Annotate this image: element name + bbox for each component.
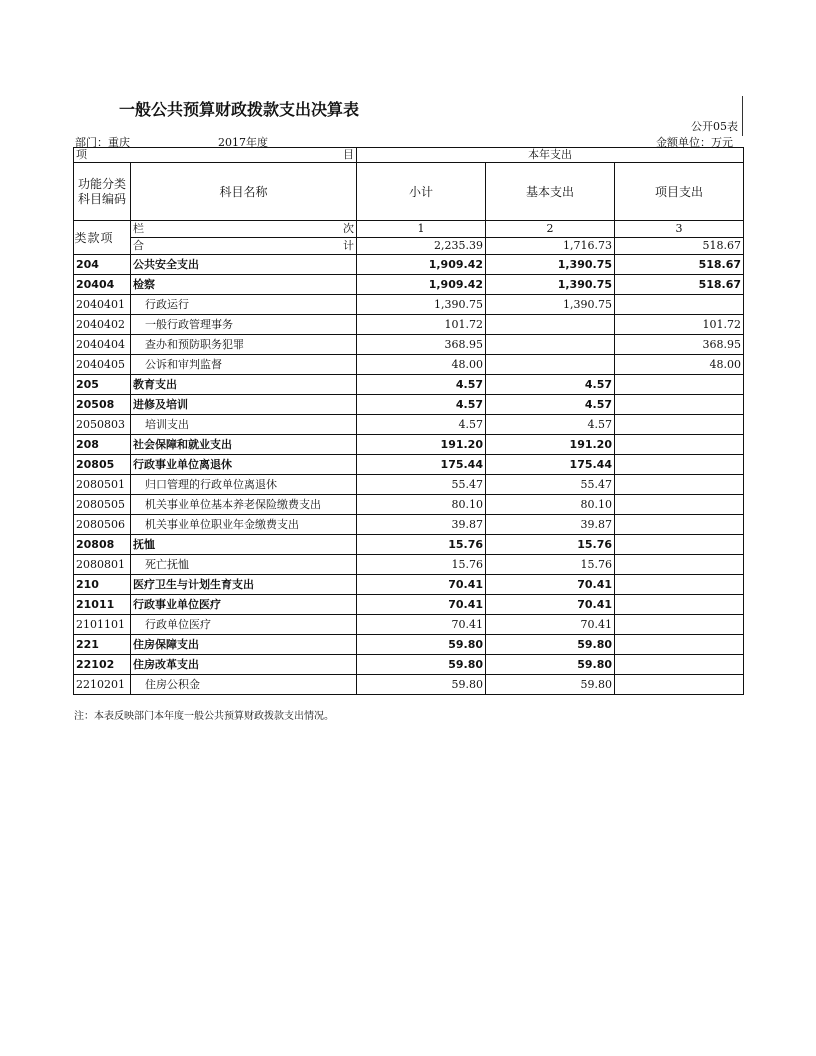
- header-code: [74, 163, 131, 221]
- row-subtotal: 1,909.42: [357, 255, 486, 275]
- row-subtotal: 4.57: [357, 375, 486, 395]
- header-row-main: [74, 163, 744, 221]
- row-name: 行政事业单位离退休: [131, 455, 357, 475]
- row-project: 518.67: [615, 255, 744, 275]
- footnote: 注：本表反映部门本年度一般公共预算财政拨款支出情况。: [74, 711, 334, 722]
- row-basic: 1,390.75: [486, 255, 615, 275]
- table-row: [74, 675, 744, 695]
- row-basic: 39.87: [486, 515, 615, 535]
- row-project: [615, 615, 744, 635]
- row-code: 2080801: [74, 555, 131, 575]
- header-ci: 次: [343, 222, 354, 235]
- header-project: 项目支出: [615, 163, 744, 221]
- row-code: 2040405: [74, 355, 131, 375]
- row-code: 21011: [74, 595, 131, 615]
- row-project: [615, 295, 744, 315]
- table-row: [74, 635, 744, 655]
- department-label: 部门：重庆: [75, 136, 130, 149]
- row-basic: 70.41: [486, 575, 615, 595]
- page-edge-line: [742, 96, 743, 136]
- row-subtotal: 191.20: [357, 435, 486, 455]
- row-subtotal: 39.87: [357, 515, 486, 535]
- row-basic: 175.44: [486, 455, 615, 475]
- row-basic: 4.57: [486, 375, 615, 395]
- row-code: 20805: [74, 455, 131, 475]
- row-basic: 59.80: [486, 655, 615, 675]
- row-code: 2040401: [74, 295, 131, 315]
- row-basic: 1,390.75: [486, 275, 615, 295]
- table-row: [74, 615, 744, 635]
- row-code: 2050803: [74, 415, 131, 435]
- row-project: [615, 455, 744, 475]
- total-project: 518.67: [615, 238, 744, 255]
- row-name: 一般行政管理事务: [131, 315, 357, 335]
- header-lan: 栏: [133, 222, 144, 235]
- row-basic: 1,390.75: [486, 295, 615, 315]
- header-lei: 类: [74, 230, 87, 245]
- row-subtotal: 175.44: [357, 455, 486, 475]
- row-subtotal: 4.57: [357, 415, 486, 435]
- row-code: 20808: [74, 535, 131, 555]
- row-name: 行政单位医疗: [131, 615, 357, 635]
- row-subtotal: 55.47: [357, 475, 486, 495]
- row-name: 行政运行: [131, 295, 357, 315]
- row-name: 查办和预防职务犯罪: [131, 335, 357, 355]
- row-code: 221: [74, 635, 131, 655]
- row-basic: [486, 335, 615, 355]
- table-row: [74, 275, 744, 295]
- row-name: 死亡抚恤: [131, 555, 357, 575]
- row-name: 机关事业单位职业年金缴费支出: [131, 515, 357, 535]
- row-subtotal: 15.76: [357, 555, 486, 575]
- header-row-top: [74, 148, 744, 163]
- header-subtotal: 小计: [357, 163, 486, 221]
- row-project: [615, 655, 744, 675]
- row-subtotal: 80.10: [357, 495, 486, 515]
- row-subtotal: 1,909.42: [357, 275, 486, 295]
- row-basic: 80.10: [486, 495, 615, 515]
- row-project: [615, 515, 744, 535]
- col-number-1: 1: [357, 221, 486, 238]
- row-project: [615, 375, 744, 395]
- row-name: 公诉和审判监督: [131, 355, 357, 375]
- row-basic: 191.20: [486, 435, 615, 455]
- row-code: 2080505: [74, 495, 131, 515]
- header-row-columns: [74, 221, 744, 238]
- row-code: 2040402: [74, 315, 131, 335]
- row-project: 368.95: [615, 335, 744, 355]
- row-basic: 4.57: [486, 395, 615, 415]
- row-project: [615, 535, 744, 555]
- unit-label: 金额单位：万元: [656, 136, 733, 149]
- row-basic: 59.80: [486, 635, 615, 655]
- row-project: [615, 595, 744, 615]
- row-name: 住房保障支出: [131, 635, 357, 655]
- row-name: 医疗卫生与计划生育支出: [131, 575, 357, 595]
- row-subtotal: 59.80: [357, 655, 486, 675]
- row-code: 22102: [74, 655, 131, 675]
- table-row: [74, 555, 744, 575]
- row-project: 101.72: [615, 315, 744, 335]
- table-row: [74, 595, 744, 615]
- report-title: 一般公共预算财政拨款支出决算表: [119, 100, 360, 119]
- table-row: [74, 455, 744, 475]
- header-basic: 基本支出: [486, 163, 615, 221]
- row-subtotal: 368.95: [357, 335, 486, 355]
- row-name: 住房改革支出: [131, 655, 357, 675]
- row-basic: [486, 355, 615, 375]
- row-name: 教育支出: [131, 375, 357, 395]
- expenditure-table: [73, 147, 744, 695]
- row-code: 2080506: [74, 515, 131, 535]
- table-row: [74, 575, 744, 595]
- row-project: [615, 575, 744, 595]
- row-subtotal: 4.57: [357, 395, 486, 415]
- row-code: 2101101: [74, 615, 131, 635]
- total-ji: 计: [343, 239, 354, 252]
- table-row: [74, 295, 744, 315]
- row-project: [615, 415, 744, 435]
- row-basic: 15.76: [486, 535, 615, 555]
- row-project: [615, 635, 744, 655]
- row-subtotal: 1,390.75: [357, 295, 486, 315]
- row-name: 培训支出: [131, 415, 357, 435]
- header-lei-kuan-xiang: [74, 221, 131, 255]
- row-project: [615, 675, 744, 695]
- table-row: [74, 355, 744, 375]
- header-code-line2: 科目编码: [77, 191, 126, 206]
- header-xiang2: 项: [100, 230, 113, 245]
- table-row: [74, 435, 744, 455]
- row-basic: 70.41: [486, 615, 615, 635]
- row-subtotal: 101.72: [357, 315, 486, 335]
- form-number: 公开05表: [691, 120, 738, 133]
- table-row: [74, 535, 744, 555]
- row-basic: 55.47: [486, 475, 615, 495]
- row-project: [615, 435, 744, 455]
- row-code: 2080501: [74, 475, 131, 495]
- row-project: [615, 555, 744, 575]
- row-name: 公共安全支出: [131, 255, 357, 275]
- table-row: [74, 335, 744, 355]
- table-row: [74, 655, 744, 675]
- header-lan-ci: [131, 221, 357, 238]
- row-basic: 59.80: [486, 675, 615, 695]
- total-he: 合: [133, 239, 144, 252]
- row-basic: [486, 315, 615, 335]
- year-label: 2017年度: [218, 136, 268, 149]
- header-name: 科目名称: [131, 163, 357, 221]
- row-name: 进修及培训: [131, 395, 357, 415]
- row-project: 48.00: [615, 355, 744, 375]
- total-subtotal: 2,235.39: [357, 238, 486, 255]
- total-row: [74, 238, 744, 255]
- row-code: 2040404: [74, 335, 131, 355]
- table-row: [74, 515, 744, 535]
- row-code: 210: [74, 575, 131, 595]
- table-row: [74, 315, 744, 335]
- header-code-line1: 功能分类: [77, 176, 126, 191]
- table-row: [74, 395, 744, 415]
- row-code: 20404: [74, 275, 131, 295]
- header-xiang-mu: [74, 148, 357, 163]
- row-name: 社会保障和就业支出: [131, 435, 357, 455]
- row-code: 205: [74, 375, 131, 395]
- row-name: 住房公积金: [131, 675, 357, 695]
- row-subtotal: 59.80: [357, 635, 486, 655]
- table-row: [74, 415, 744, 435]
- row-subtotal: 70.41: [357, 615, 486, 635]
- header-current-year: 本年支出: [357, 148, 744, 163]
- col-number-3: 3: [615, 221, 744, 238]
- row-subtotal: 15.76: [357, 535, 486, 555]
- row-project: [615, 395, 744, 415]
- row-project: [615, 475, 744, 495]
- total-basic: 1,716.73: [486, 238, 615, 255]
- row-name: 归口管理的行政单位离退休: [131, 475, 357, 495]
- row-subtotal: 48.00: [357, 355, 486, 375]
- row-basic: 4.57: [486, 415, 615, 435]
- row-subtotal: 70.41: [357, 595, 486, 615]
- row-code: 204: [74, 255, 131, 275]
- row-name: 机关事业单位基本养老保险缴费支出: [131, 495, 357, 515]
- table-row: [74, 475, 744, 495]
- table-row: [74, 255, 744, 275]
- header-xiang: 项: [76, 148, 87, 161]
- row-subtotal: 59.80: [357, 675, 486, 695]
- row-basic: 15.76: [486, 555, 615, 575]
- row-name: 行政事业单位医疗: [131, 595, 357, 615]
- row-name: 抚恤: [131, 535, 357, 555]
- row-subtotal: 70.41: [357, 575, 486, 595]
- total-label: [131, 238, 357, 255]
- header-mu: 目: [343, 148, 354, 161]
- col-number-2: 2: [486, 221, 615, 238]
- row-code: 20508: [74, 395, 131, 415]
- table-row: [74, 495, 744, 515]
- header-kuan: 款: [87, 230, 100, 245]
- row-project: 518.67: [615, 275, 744, 295]
- row-code: 208: [74, 435, 131, 455]
- row-project: [615, 495, 744, 515]
- row-name: 检察: [131, 275, 357, 295]
- row-basic: 70.41: [486, 595, 615, 615]
- table-row: [74, 375, 744, 395]
- row-code: 2210201: [74, 675, 131, 695]
